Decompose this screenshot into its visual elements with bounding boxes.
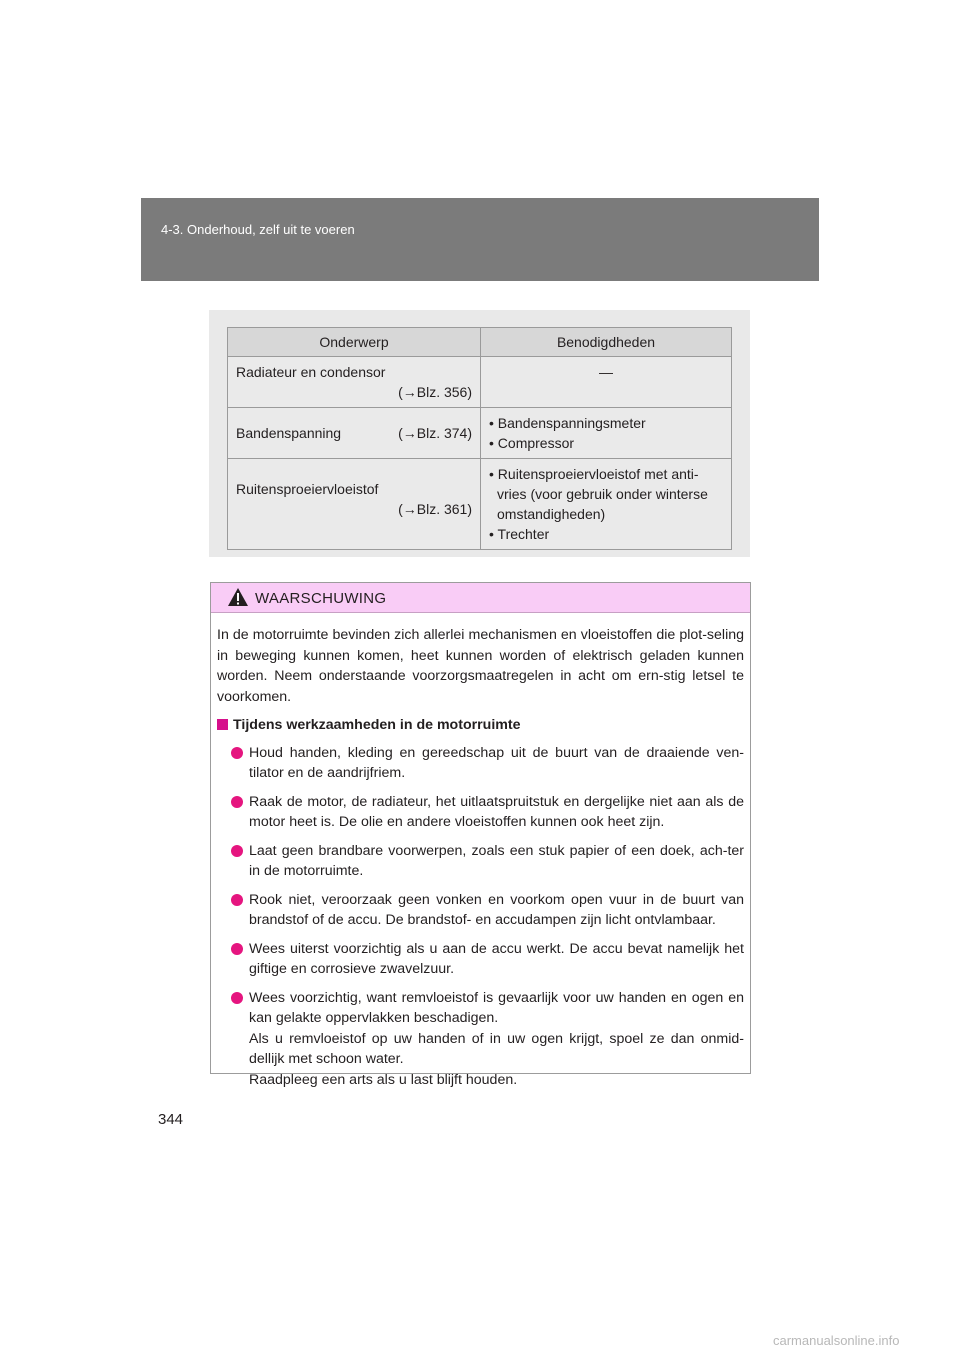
item-text: • Compressor	[489, 435, 575, 451]
requirements-table	[227, 327, 732, 550]
table-cell-items	[481, 357, 732, 408]
subject-text: Bandenspanning	[236, 425, 342, 441]
list-item-text: Raadpleeg een arts als u last blijft houden.	[249, 1071, 518, 1088]
warning-subheading	[217, 715, 744, 736]
page-reference: (→Blz. 374)	[398, 425, 472, 441]
list-item	[217, 890, 744, 931]
item-text: • Trechter	[489, 526, 550, 542]
warning-header	[211, 583, 750, 613]
list-item	[217, 743, 744, 784]
list-item	[217, 939, 744, 980]
list-item	[217, 792, 744, 833]
round-bullet-icon	[231, 943, 243, 955]
page-reference: (→Blz. 361)	[398, 501, 472, 517]
list-item-text: Als u remvloeistof op uw handen of in uw ogen krijgt, spoel ze dan onmid-dellijk met schoon water.	[249, 1030, 744, 1067]
list-item-text: Houd handen, kleding en gereedschap uit de buurt van de draaiende ven-tilator en de aandrijfriem.	[249, 744, 744, 781]
subject-text: Ruitensproeiervloeistof	[236, 481, 379, 497]
round-bullet-icon	[231, 992, 243, 1004]
square-bullet-icon	[217, 719, 228, 730]
watermark-text: carmanualsonline.info	[773, 1333, 900, 1348]
list-item-text: Wees uiterst voorzichtig als u aan de accu werkt. De accu bevat namelijk het giftige en corrosieve zwavelzuur.	[249, 940, 744, 977]
list-item-text: Rook niet, veroorzaak geen vonken en voorkom open vuur in de buurt van brandstof of de accu. De brandstof- en accudampen zijn licht ontvlambaar.	[249, 891, 744, 928]
page-number: 344	[158, 1111, 184, 1128]
item-text: • Bandenspanningsmeter	[489, 415, 646, 431]
round-bullet-icon	[231, 894, 243, 906]
warning-title: WAARSCHUWING	[255, 590, 387, 607]
item-text: • Ruitensproeiervloeistof met anti-vries (voor gebruik onder winterse omstandigheden)	[489, 466, 708, 522]
table-cell-items	[481, 459, 732, 550]
subheading-text: Tijdens werkzaamheden in de motorruimte	[233, 717, 521, 733]
item-text: —	[599, 364, 613, 380]
round-bullet-icon	[231, 796, 243, 808]
list-item-text: Laat geen brandbare voorwerpen, zoals een stuk papier of een doek, ach-ter in de motorruimte.	[249, 842, 744, 879]
warning-body	[211, 613, 750, 1090]
table-cell-items	[481, 408, 732, 459]
table-row	[228, 357, 732, 408]
table-row	[228, 408, 732, 459]
round-bullet-icon	[231, 845, 243, 857]
table-cell-subject	[228, 459, 481, 550]
table-row	[228, 459, 732, 550]
subject-text: Radiateur en condensor	[236, 364, 386, 380]
table-cell-subject	[228, 357, 481, 408]
column-header-subject: Onderwerp	[228, 328, 481, 357]
column-header-items: Benodigdheden	[481, 328, 732, 357]
table-header-row	[228, 328, 732, 357]
table-cell-subject	[228, 408, 481, 459]
warning-intro: In de motorruimte bevinden zich allerlei mechanismen en vloeistoffen die plot-seling in beweging kunnen komen, heet kunnen worden of elektrisch geladen kunnen worden. Neem onderstaande voorzorgsmaatregelen in acht om ern-stig letsel te voorkomen.	[217, 627, 744, 705]
warning-triangle-icon	[227, 587, 249, 607]
section-header-band	[141, 198, 819, 281]
list-item-text: Raak de motor, de radiateur, het uitlaatspruitstuk en dergelijke niet aan als de motor heet is. De olie en andere vloeistoffen kunnen ook heet zijn.	[249, 793, 744, 830]
section-title: 4-3. Onderhoud, zelf uit te voeren	[161, 222, 355, 237]
round-bullet-icon	[231, 747, 243, 759]
list-item	[217, 841, 744, 882]
list-item	[217, 988, 744, 1091]
requirements-table-panel	[209, 310, 750, 557]
page-reference: (→Blz. 356)	[398, 384, 472, 400]
list-item-text: Wees voorzichtig, want remvloeistof is gevaarlijk voor uw handen en ogen en kan gelakte oppervlakken beschadigen.	[249, 989, 744, 1026]
warning-box	[210, 582, 751, 1088]
